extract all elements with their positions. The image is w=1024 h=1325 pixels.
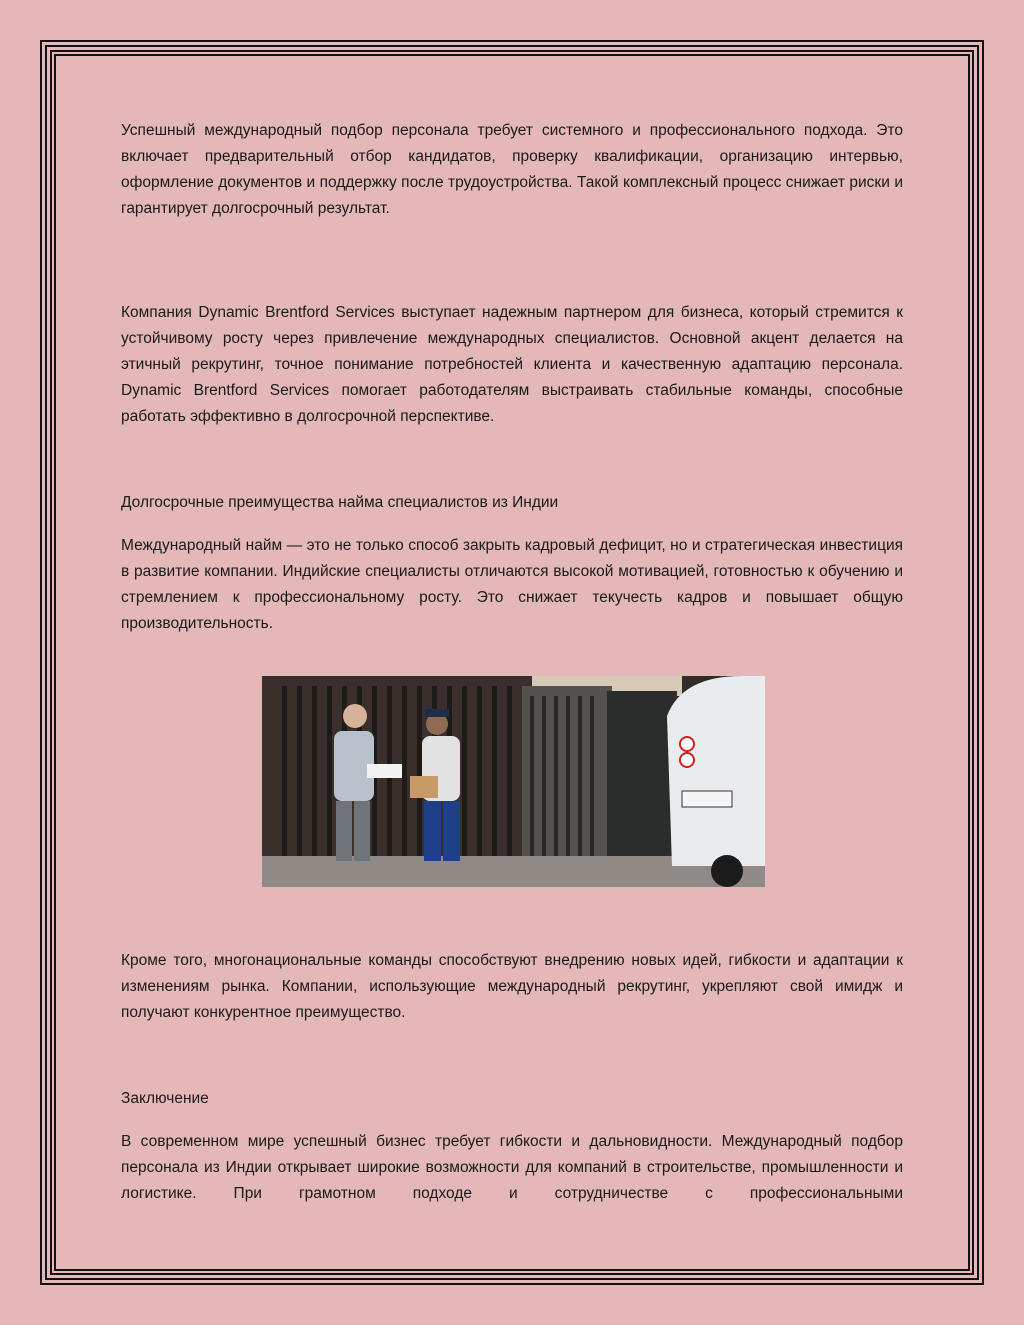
paragraph-company: Компания Dynamic Brentford Services выступает надежным партнером для бизнеса, который стремится к устойчивому росту через привлечение международных специалистов. Основной акцент делается на этичный рекрутинг, точное понимание потребностей клиента и качественную адаптацию персонала. Dynamic Brentford Services помогает работодателям выстраивать стабильные команды, способные работать эффективно в долгосрочной перспективе. [121, 304, 903, 425]
paragraph-conclusion: В современном мире успешный бизнес требует гибкости и дальновидности. Международный подбор персонала из Индии открывает широкие возможности для компаний в строительстве, промышленности и логистике. При грамотном подходе и сотрудничестве с профессиональными [121, 1133, 903, 1202]
paragraph-multinational: Кроме того, многонациональные команды способствуют внедрению новых идей, гибкости и адаптации к изменениям рынка. Компании, использующие международный рекрутинг, укрепляют свой имидж и получают конкурентное преимущество. [121, 952, 903, 1021]
section-heading-benefits: Долгосрочные преимущества найма специалистов из Индии [121, 494, 559, 511]
section-heading-conclusion: Заключение [121, 1090, 209, 1107]
document-body [121, 118, 903, 637]
paragraph-benefits: Международный найм — это не только способ закрыть кадровый дефицит, но и стратегическая инвестиция в развитие компании. Индийские специалисты отличаются высокой мотивацией, готовностью к обучению и стремлением к профессиональному росту. Это снижает текучесть кадров и повышает общую производительность. [121, 537, 903, 632]
delivery-photo [262, 676, 765, 887]
paragraph-intro: Успешный международный подбор персонала требует системного и профессионального подхода. Это включает предварительный отбор кандидатов, проверку квалификации, организацию интервью, оформление документов и поддержку после трудоустройства. Такой комплексный процесс снижает риски и гарантирует долгосрочный результат. [121, 122, 903, 217]
document-body-continued [121, 948, 903, 1207]
